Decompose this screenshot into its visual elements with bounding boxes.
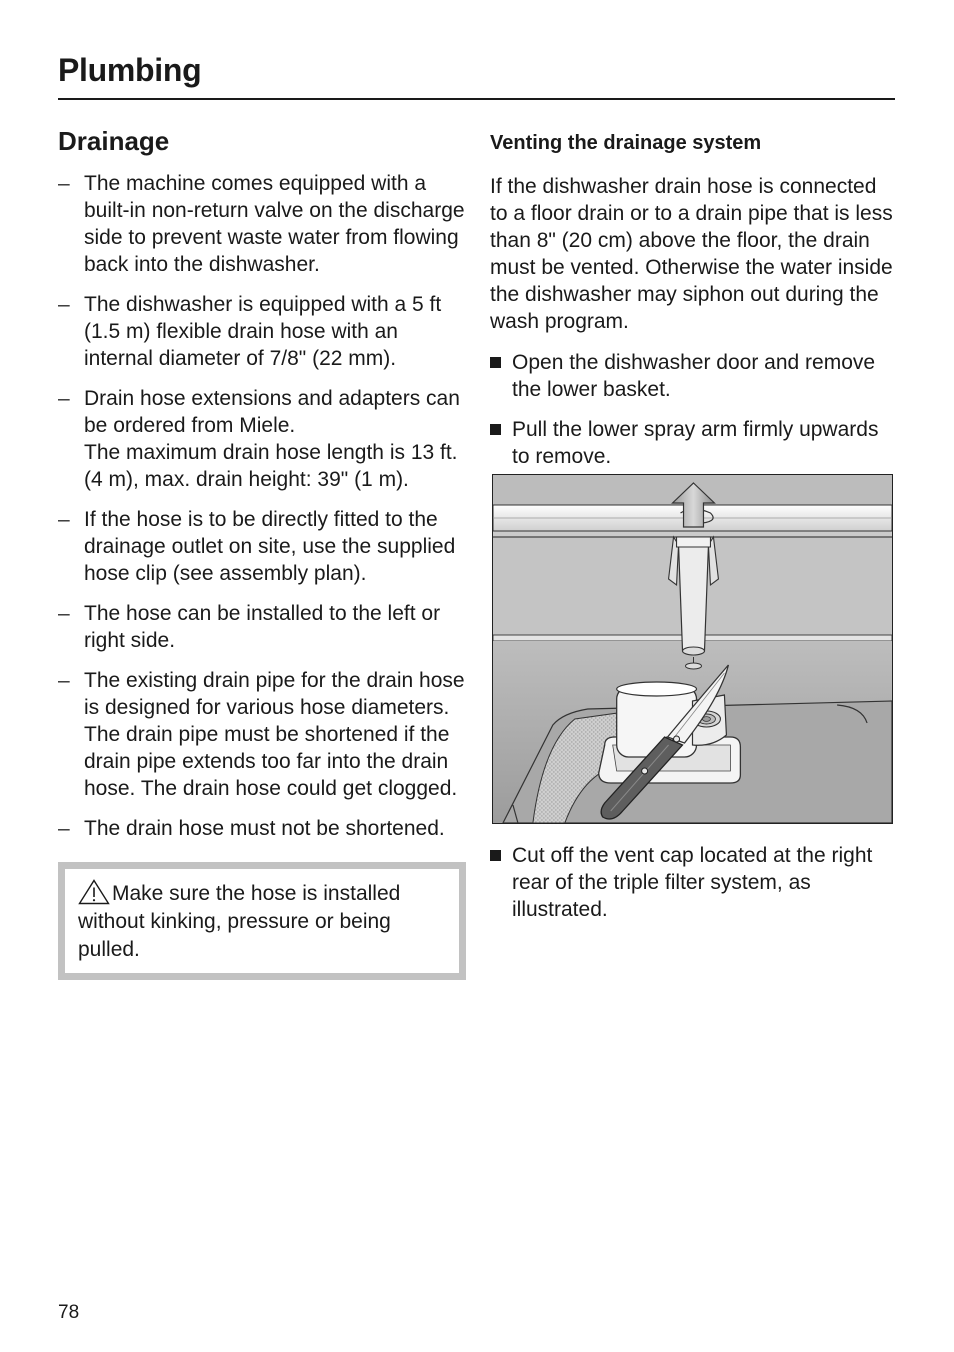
step-text: Pull the lower spray arm firmly upwards to remove.	[512, 418, 879, 468]
list-item-text-secondary: The maximum drain hose length is 13 ft. (4 m), max. drain height: 39" (1 m).	[84, 441, 458, 491]
list-item-text: Drain hose extensions and adapters can be ordered from Miele.	[84, 387, 460, 437]
dash-bullet: –	[58, 508, 70, 531]
square-bullet-icon	[490, 424, 501, 435]
warning-text: Make sure the hose is installed without kinking, pressure or being pulled.	[78, 882, 401, 961]
dash-bullet: –	[58, 293, 70, 316]
left-column	[58, 124, 466, 980]
right-column	[490, 124, 894, 936]
list-item	[58, 600, 466, 654]
step-text: Cut off the vent cap located at the right rear of the triple filter system, as illustrated.	[512, 844, 873, 921]
list-item-text: The dishwasher is equipped with a 5 ft (1.5 m) flexible drain hose with an internal diameter of 7/8" (22 mm).	[84, 293, 442, 370]
page-title: Plumbing	[58, 52, 202, 88]
title-divider	[58, 98, 895, 100]
dash-bullet: –	[58, 817, 70, 840]
list-item	[58, 170, 466, 278]
warning-box	[58, 862, 466, 980]
drainage-heading: Drainage	[58, 126, 170, 156]
venting-steps-continued	[490, 842, 894, 923]
step-text: Open the dishwasher door and remove the lower basket.	[512, 351, 876, 401]
list-item	[58, 506, 466, 587]
list-item-text: The hose can be installed to the left or right side.	[84, 602, 441, 652]
dash-bullet: –	[58, 172, 70, 195]
list-item-text: The drain hose must not be shortened.	[84, 817, 445, 840]
page-number: 78	[58, 1302, 80, 1323]
step-item	[490, 842, 894, 923]
list-item-text: The existing drain pipe for the drain hose is designed for various hose diameters. The drain pipe must be shortened if the drain pipe extends too far into the drain hose. The drain hose could get clogged.	[84, 669, 465, 800]
list-item	[58, 815, 466, 842]
venting-intro: If the dishwasher drain hose is connected to a floor drain or to a drain pipe that is less than 8" (20 cm) above the floor, the drain must be vented. Otherwise the water inside the dishwasher may siphon out during the wash program.	[490, 175, 893, 333]
illustration-svg	[493, 475, 892, 823]
square-bullet-icon	[490, 850, 501, 861]
square-bullet-icon	[490, 357, 501, 368]
vent-cap-illustration	[492, 474, 893, 824]
list-item	[58, 385, 466, 493]
dash-bullet: –	[58, 602, 70, 625]
list-item-text: The machine comes equipped with a built-in non-return valve on the discharge side to prevent waste water from flowing back into the dishwasher.	[84, 172, 465, 276]
list-item-text: If the hose is to be directly fitted to the drainage outlet on site, use the supplied hose clip (see assembly plan).	[84, 508, 456, 585]
step-item	[490, 416, 894, 470]
drainage-list	[58, 170, 466, 842]
venting-steps	[490, 349, 894, 470]
list-item	[58, 667, 466, 802]
list-item	[58, 291, 466, 372]
step-item	[490, 349, 894, 403]
dash-bullet: –	[58, 387, 70, 410]
venting-heading: Venting the drainage system	[490, 132, 762, 154]
dash-bullet: –	[58, 669, 70, 692]
warning-triangle-icon	[78, 879, 110, 905]
